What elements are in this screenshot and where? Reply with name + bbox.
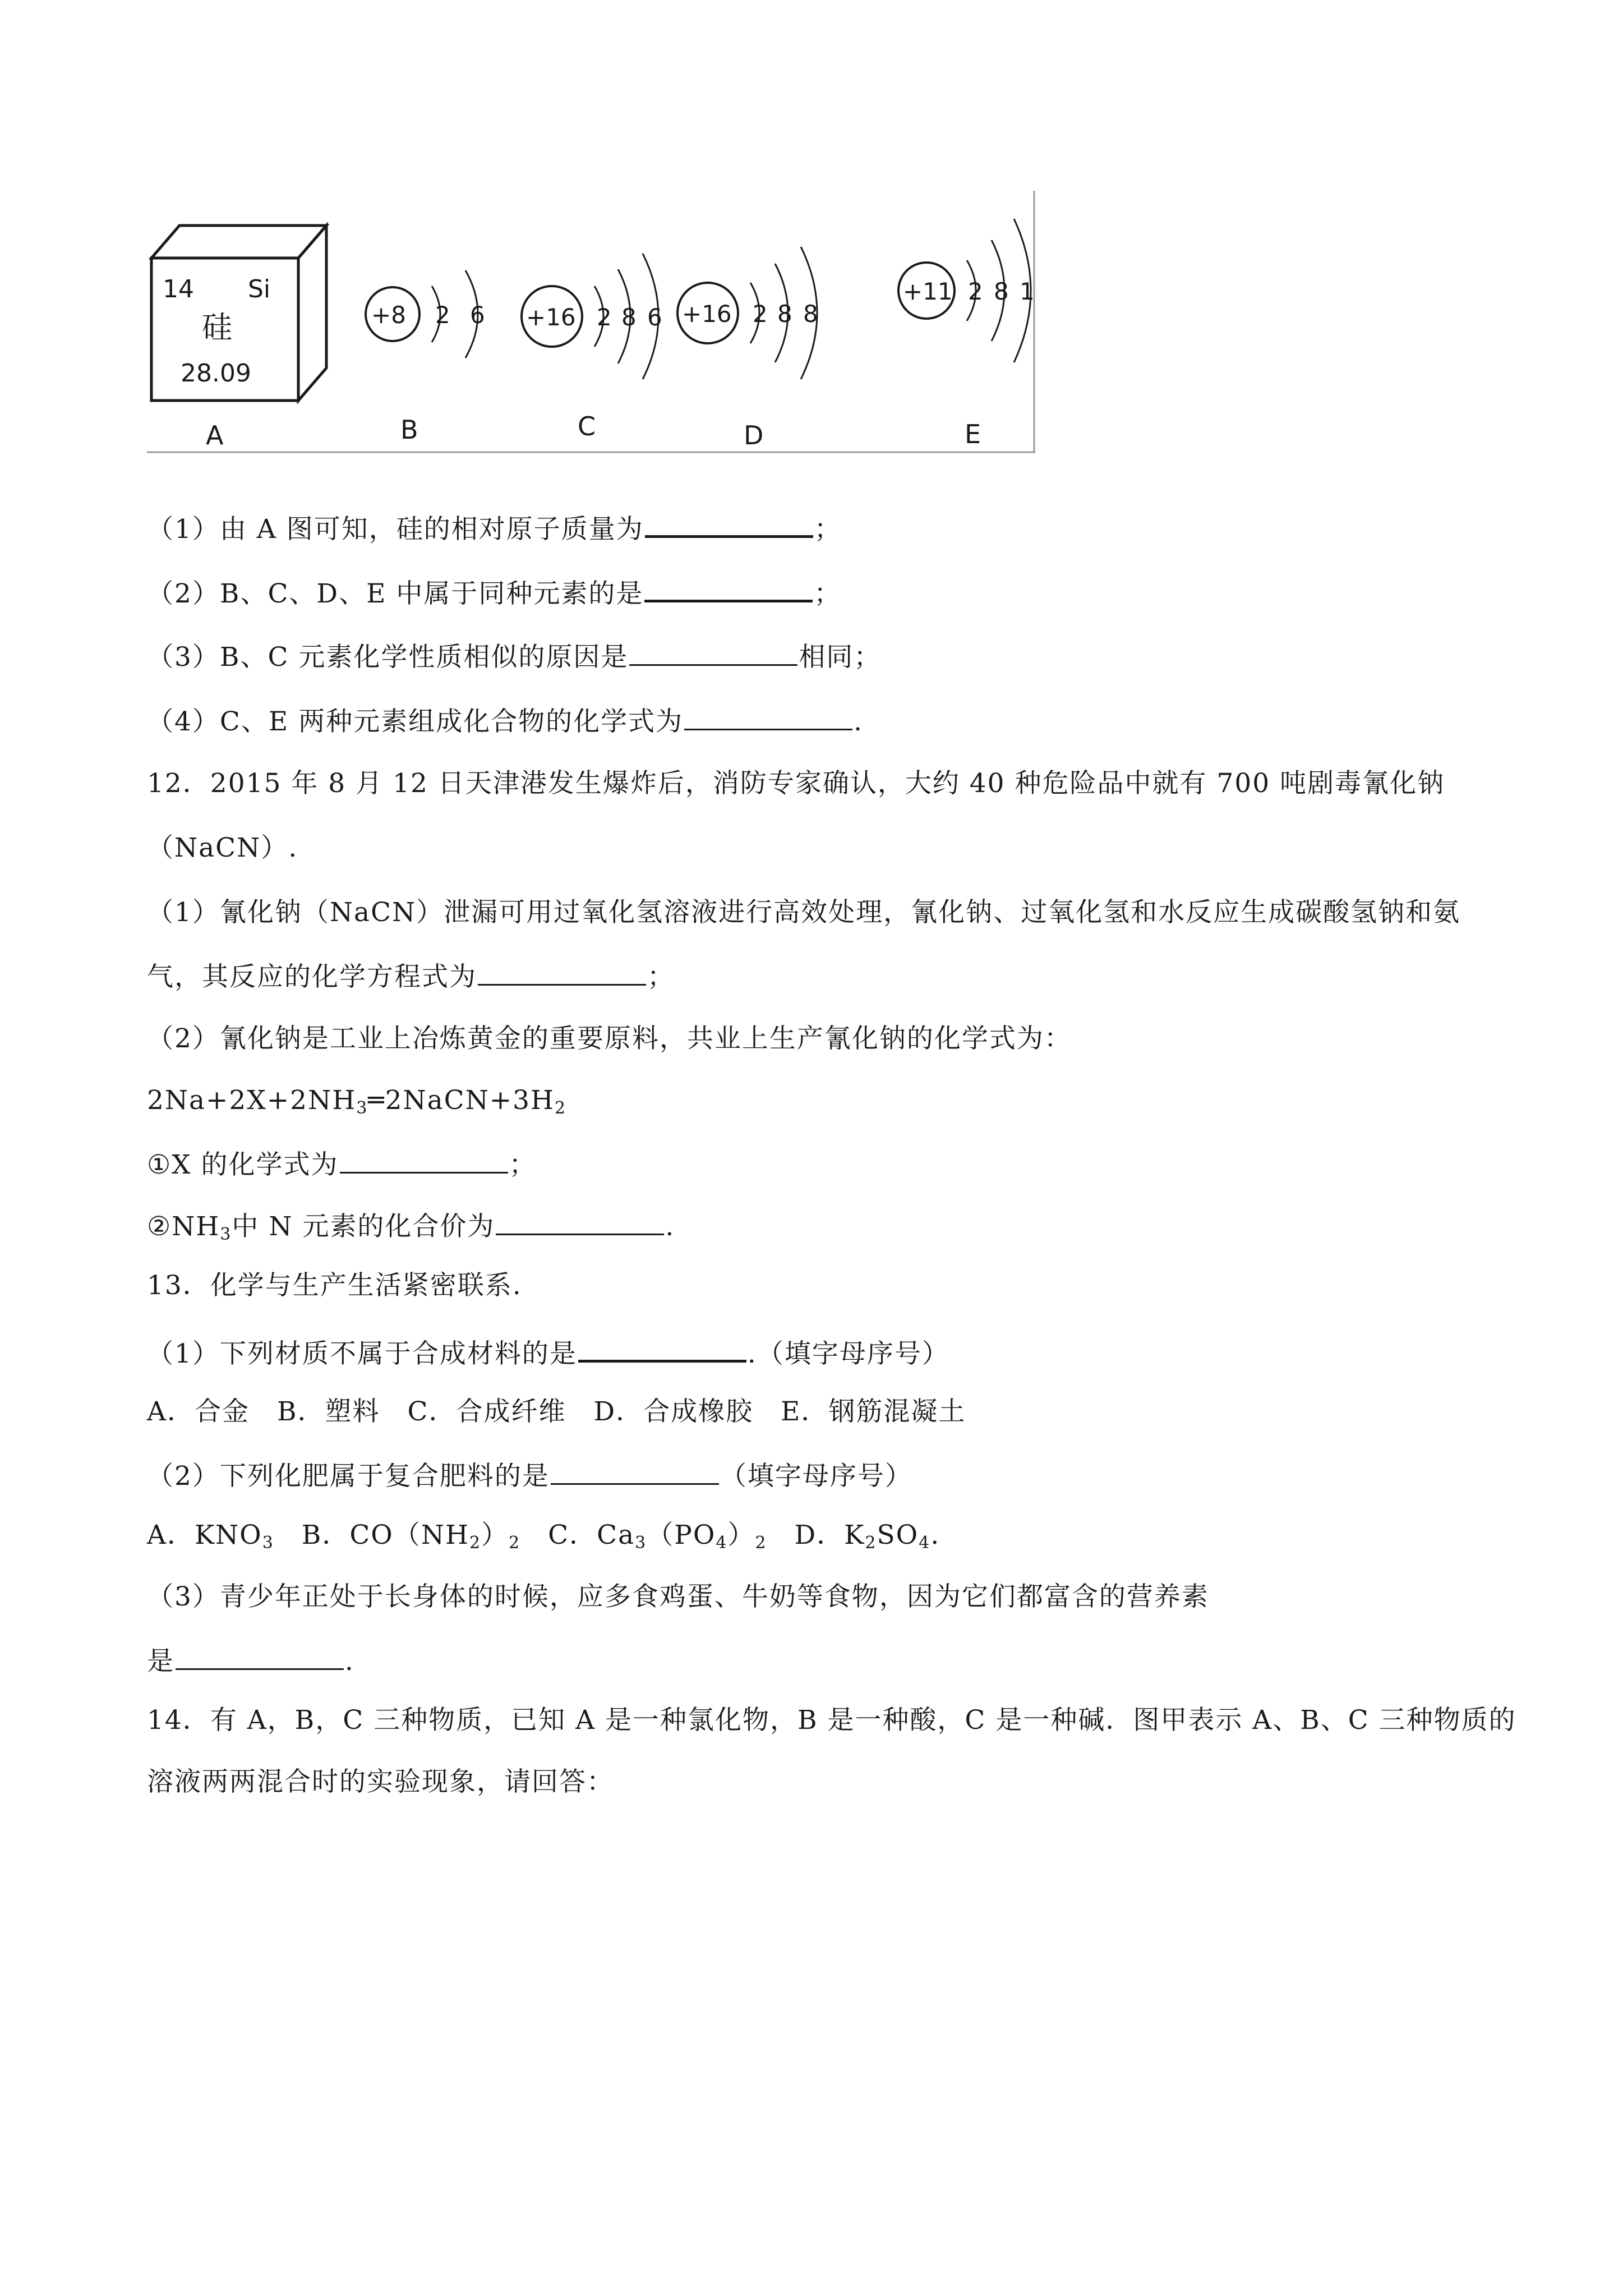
subscript: 2 — [469, 1533, 482, 1553]
question-text: ； — [814, 514, 842, 545]
q13-part1-options: A．合金 B．塑料 C．合成纤维 D．合成橡胶 E．钢筋混凝土 — [147, 1396, 966, 1427]
subscript: 3 — [262, 1533, 274, 1553]
q13-stem: 13．化学与生产生活紧密联系. — [147, 1270, 522, 1301]
shell-electrons: 8 — [994, 278, 1009, 305]
subscript: 2 — [555, 1098, 567, 1118]
option-text: ） — [727, 1520, 755, 1550]
q12-equation — [147, 1080, 566, 1121]
subscript: 2 — [865, 1533, 877, 1553]
q11-part3 — [147, 634, 881, 675]
silicon-element-cell — [151, 226, 326, 401]
shell-electrons: 8 — [803, 300, 818, 328]
question-text: 是 — [147, 1646, 174, 1677]
question-text: ； — [814, 578, 842, 609]
option-text: SO — [877, 1520, 919, 1550]
shell-electrons: 8 — [777, 300, 792, 328]
subscript: 4 — [919, 1533, 931, 1553]
option-text: . — [930, 1520, 940, 1550]
atomic-structure-figure — [147, 191, 1038, 460]
subscript: 2 — [509, 1533, 521, 1553]
question-text: ①X 的化学式为 — [147, 1149, 339, 1180]
question-text: （填字母序号） — [720, 1461, 912, 1492]
atom-diagram-e — [898, 219, 1035, 449]
label-e: E — [965, 419, 981, 449]
q11-part1 — [147, 505, 842, 546]
answer-blank[interactable] — [629, 634, 797, 666]
option-text: ） — [481, 1520, 509, 1550]
atomic-mass: 28.09 — [181, 359, 251, 388]
question-text: （4）C、E 两种元素组成化合物的化学式为 — [147, 706, 684, 737]
subscript: 3 — [635, 1533, 647, 1553]
q11-part2 — [147, 569, 841, 611]
q14-line2: 溶液两两混合时的实验现象，请回答： — [147, 1766, 614, 1797]
atomic-number: 14 — [163, 275, 194, 303]
shell-electrons: 2 — [753, 300, 768, 328]
shell-electrons: 2 — [597, 303, 612, 331]
question-text: （1）下列材质不属于合成材料的是 — [147, 1338, 577, 1369]
question-text: . — [665, 1211, 675, 1242]
q12-part1-line2 — [147, 954, 675, 995]
question-text: . — [854, 706, 864, 737]
question-text: （2）下列化肥属于复合肥料的是 — [147, 1461, 550, 1492]
equation-text: ═2NaCN+3H — [368, 1085, 555, 1116]
label-d: D — [744, 420, 764, 450]
q12-part1-line1: （1）氰化钠（NaCN）泄漏可用过氧化氢溶液进行高效处理，氰化钠、过氧化氢和水反应生成碳酸氢钠和氨 — [147, 897, 1461, 928]
nucleus-charge: +16 — [682, 300, 732, 328]
answer-blank[interactable] — [645, 505, 813, 538]
question-text: ； — [647, 961, 675, 992]
shell-electrons: 2 — [435, 301, 450, 329]
q13-part2 — [147, 1453, 912, 1494]
element-name: 硅 — [202, 310, 232, 345]
question-text: ； — [509, 1149, 537, 1180]
equation-text: 2Na+2X+2NH — [147, 1085, 357, 1116]
answer-blank[interactable] — [340, 1142, 508, 1174]
q12-part2-line1: （2）氰化钠是工业上冶炼黄金的重要原料，共业上生产氰化钠的化学式为： — [147, 1023, 1072, 1054]
answer-blank[interactable] — [478, 954, 646, 986]
option-text: B．CO（NH — [274, 1520, 469, 1550]
figure-svg — [147, 191, 1038, 460]
q13-part3-line1: （3）青少年正处于长身体的时候，应多食鸡蛋、牛奶等食物，因为它们都富含的营养素 — [147, 1581, 1209, 1612]
q13-part1 — [147, 1329, 949, 1371]
label-c: C — [578, 411, 596, 441]
atom-diagram-c — [522, 254, 662, 441]
question-text: （3）B、C 元素化学性质相似的原因是 — [147, 642, 629, 673]
answer-blank[interactable] — [684, 698, 852, 730]
question-text: （2）B、C、D、E 中属于同种元素的是 — [147, 578, 644, 609]
q12-stem-line2: （NaCN）. — [147, 832, 298, 863]
label-a: A — [206, 420, 224, 450]
subscript: 2 — [755, 1533, 767, 1553]
answer-blank[interactable] — [176, 1638, 344, 1670]
option-text: C．Ca — [520, 1520, 635, 1550]
subscript: 3 — [220, 1225, 232, 1244]
q13-part2-options — [147, 1515, 940, 1556]
question-text: 气，其反应的化学方程式为 — [147, 961, 477, 992]
option-text: （PO — [647, 1520, 716, 1550]
question-text: （1）由 A 图可知，硅的相对原子质量为 — [147, 514, 644, 545]
question-text: 相同； — [799, 642, 882, 673]
shell-electrons: 6 — [470, 301, 485, 329]
q12-sub2 — [147, 1203, 675, 1245]
shell-electrons: 2 — [968, 278, 983, 305]
q11-part4 — [147, 698, 863, 740]
subscript: 3 — [356, 1098, 368, 1118]
question-text: ②NH — [147, 1211, 220, 1242]
element-symbol: Si — [248, 275, 271, 303]
shell-electrons: 8 — [621, 303, 637, 331]
atom-diagram-d — [677, 247, 818, 450]
option-text: D．K — [767, 1520, 865, 1550]
nucleus-charge: +11 — [903, 278, 953, 305]
answer-blank[interactable] — [644, 569, 813, 602]
option-text: A．KNO — [147, 1520, 262, 1550]
answer-blank[interactable] — [578, 1329, 746, 1363]
shell-electrons: 6 — [647, 303, 662, 331]
question-text: .（填字母序号） — [747, 1338, 949, 1369]
label-b: B — [400, 415, 418, 445]
q12-stem-line1: 12．2015 年 8 月 12 日天津港发生爆炸后，消防专家确认，大约 40 种危险品中就有 700 吨剧毒氰化钠 — [147, 768, 1445, 799]
question-text: 中 N 元素的化合价为 — [232, 1211, 495, 1242]
shell-electrons: 1 — [1020, 278, 1035, 305]
subscript: 4 — [716, 1533, 728, 1553]
nucleus-charge: +16 — [526, 303, 576, 331]
answer-blank[interactable] — [551, 1453, 719, 1485]
q12-sub1 — [147, 1142, 537, 1183]
nucleus-charge: +8 — [371, 301, 406, 329]
atom-diagram-b — [366, 270, 485, 445]
answer-blank[interactable] — [496, 1203, 664, 1235]
question-text: . — [345, 1646, 354, 1677]
q14-line1: 14．有 A，B，C 三种物质，已知 A 是一种氯化物，B 是一种酸，C 是一种碱．图甲表示 A、B、C 三种物质的 — [147, 1705, 1516, 1736]
q13-part3-line2 — [147, 1638, 354, 1680]
